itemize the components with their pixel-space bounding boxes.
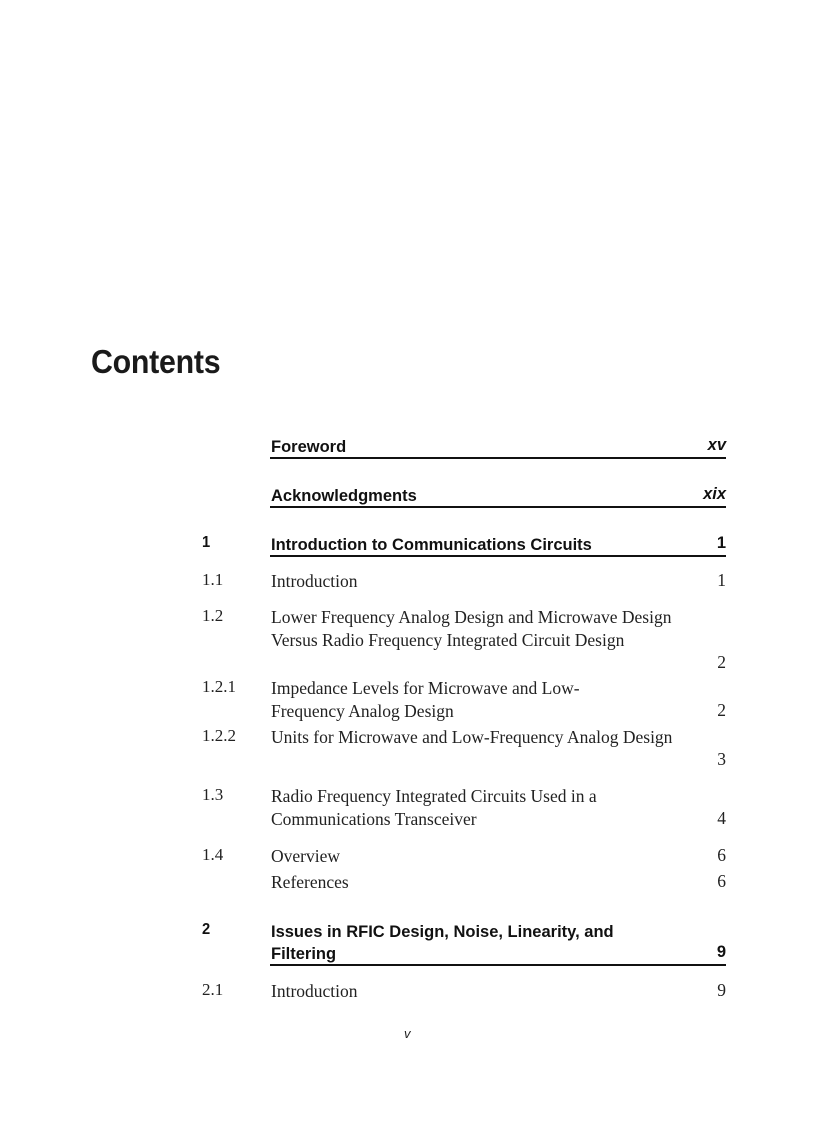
toc-entry-number: 1.1 (202, 570, 224, 589)
toc-entry-number: 2.1 (202, 980, 224, 999)
toc-entry-number: 1.3 (202, 785, 224, 804)
toc-entry-title: Lower Frequency Analog Design and Microwave Design Versus Radio Frequency Integrated Circuit Design (271, 607, 672, 650)
toc-entry-number: 1.4 (202, 845, 224, 864)
toc-entry-page: 2 (717, 700, 726, 720)
toc-entry-page: 4 (717, 808, 726, 828)
page-folio: v (404, 1026, 411, 1041)
toc-entry-title: Impedance Levels for Microwave and Low-Frequency Analog Design (271, 678, 580, 721)
toc-entry-title: Overview (271, 846, 341, 866)
toc-entry-title: Issues in RFIC Design, Noise, Linearity, and Filtering (271, 923, 614, 963)
toc-entry-title: Introduction (271, 571, 358, 591)
toc-entry-page: 2 (717, 652, 726, 672)
toc-entry-number: 1.2.2 (202, 726, 236, 745)
toc-rule (270, 964, 726, 966)
toc-entry-title: Acknowledgments (271, 487, 417, 505)
toc-entry-page: 1 (716, 534, 726, 552)
toc-entry-number: 2 (202, 921, 211, 938)
toc-entry-title: Foreword (271, 438, 347, 456)
toc-entry-page: 9 (716, 943, 726, 961)
toc-entry-title: References (271, 872, 349, 892)
page-title: Contents (91, 343, 221, 380)
toc-entry-number: 1.2.1 (202, 677, 236, 696)
toc-entry-number: 1.2 (202, 606, 224, 625)
toc-rule (270, 506, 726, 508)
toc-entry-title: Introduction to Communications Circuits (271, 536, 592, 554)
toc-entry-page: xix (703, 485, 726, 503)
toc-rule (270, 555, 726, 557)
toc-rule (270, 457, 726, 459)
toc-entry-page: 1 (717, 570, 726, 590)
toc-entry-title: Introduction (271, 981, 358, 1001)
toc-entry-page: 9 (717, 980, 726, 1000)
toc-entry-title: Units for Microwave and Low-Frequency Analog Design (271, 727, 673, 747)
toc-entry-number: 1 (202, 534, 211, 551)
toc-entry-page: xv (707, 436, 726, 454)
toc-entry-title: Radio Frequency Integrated Circuits Used in a Communications Transceiver (271, 786, 597, 829)
toc-entry-page: 6 (717, 845, 726, 865)
toc-entry-page: 6 (717, 871, 726, 891)
toc-entry-page: 3 (717, 749, 726, 769)
